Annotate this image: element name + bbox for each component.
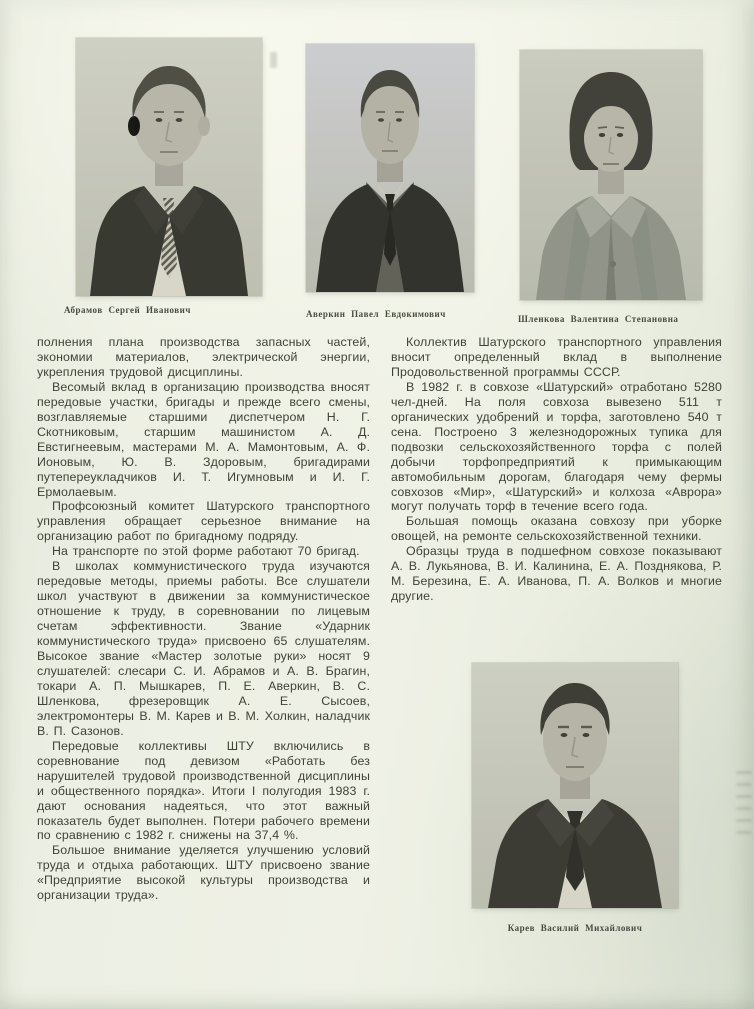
portrait-illustration-man — [306, 44, 474, 292]
portrait-illustration-man — [76, 38, 262, 296]
text-column-right — [391, 335, 722, 604]
photo-caption-shlenkova: Шленкова Валентина Степановна — [518, 314, 679, 324]
paragraph: Профсоюзный комитет Шатурского транспортного управления обращает серьезное внимание на организацию работ по бригадному подряду. — [37, 499, 370, 544]
portrait-photo-shlenkova — [520, 50, 702, 300]
portrait-photo-averkin — [306, 44, 474, 292]
photo-caption-karev: Карев Василий Михайлович — [507, 923, 643, 933]
paragraph: На транспорте по этой форме работают 70 бригад. — [52, 544, 360, 559]
photo-caption-averkin: Аверкин Павел Евдокимович — [306, 309, 446, 319]
paragraph: В школах коммунистического труда изучаются передовые методы, приемы работы. Все слушатели школ участвуют в движении за коммунистическое отношение к труду, в соревновании по лицевым счетам эффективности. Звание «Ударник коммунистического труда» присвоено 65 слушателям. Высокое звание «Мастер золотые руки» носят 9 слушателей: слесари С. И. Абрамов и А. В. Брагин, токари А. П. Мышкарев, П. Е. Аверкин, В. С. Шленкова, фрезеровщик А. Е. Сысоев, электромонтеры В. М. Карев и В. М. Холкин, наладчик В. П. Сазонов. — [37, 559, 370, 738]
portrait-photo-karev — [472, 663, 678, 908]
paragraph: Весомый вклад в организацию производства вносят передовые участки, бригады и прежде всего смены, возглавляемые старшими диспетчером Н. Г. Скотниковым, старшим машинистом А. Д. Евстигнеевым, мастерами М. А. Мамонтовым, А. Ф. Ионовым, Ю. В. Здоровым, бригадирами путепереукладчиков И. Т. Игумновым и И. Г. Ермолаевым. — [37, 379, 370, 499]
scan-smudge — [270, 52, 277, 68]
text-column-left — [37, 335, 370, 903]
paragraph: Передовые коллективы ШТУ включились в соревнование под девизом «Работать без нарушителей трудовой производственной дисциплины и общественного порядка». Итоги I полугодия 1983 г. дают основания надеяться, что этот важный показатель будет выполнен. Потери рабочего времени по сравнению с 1982 г. снижены на 37,4 %. — [37, 738, 370, 843]
paragraph: В 1982 г. в совхозе «Шатурский» отработано 5280 чел-дней. На поля совхоза вывезено 511 т органических удобрений и торфа, заготовлено 540 т сена. Построено 3 железнодорожных тупика для подвозки сельскохозяйственного торфа с полей добычи торфопредприятий к примыкающим автомобильным дорогам, благодаря чему фермы совхозов «Мир», «Шатурский» и колхоза «Аврора» могут получать торф в течение всего года. — [391, 379, 722, 514]
photo-caption-abramov: Абрамов Сергей Иванович — [64, 305, 191, 315]
page-bleed-through-marks — [736, 762, 752, 932]
portrait-illustration-woman — [520, 50, 702, 300]
paragraph: полнения плана производства запасных частей, экономии материалов, электрической энергии, укрепления трудовой дисциплины. — [37, 335, 370, 379]
paragraph: Большая помощь оказана совхозу при уборке овощей, на ремонте сельскохозяйственной техники. — [391, 514, 722, 544]
paragraph: Образцы труда в подшефном совхозе показывают А. В. Лукьянова, В. И. Калинина, Е. А. Позднякова, Р. М. Березина, Е. А. Иванова, П. А. Волков и многие другие. — [391, 544, 722, 604]
paragraph: Большое внимание уделяется улучшению условий труда и отдыха работающих. ШТУ присвоено звание «Предприятие высокой культуры производства и организации труда». — [37, 843, 370, 903]
portrait-illustration-man — [472, 663, 678, 908]
paragraph: Коллектив Шатурского транспортного управления вносит определенный вклад в выполнение Продовольственной программы СССР. — [391, 335, 722, 379]
portrait-photo-abramov — [76, 38, 262, 296]
